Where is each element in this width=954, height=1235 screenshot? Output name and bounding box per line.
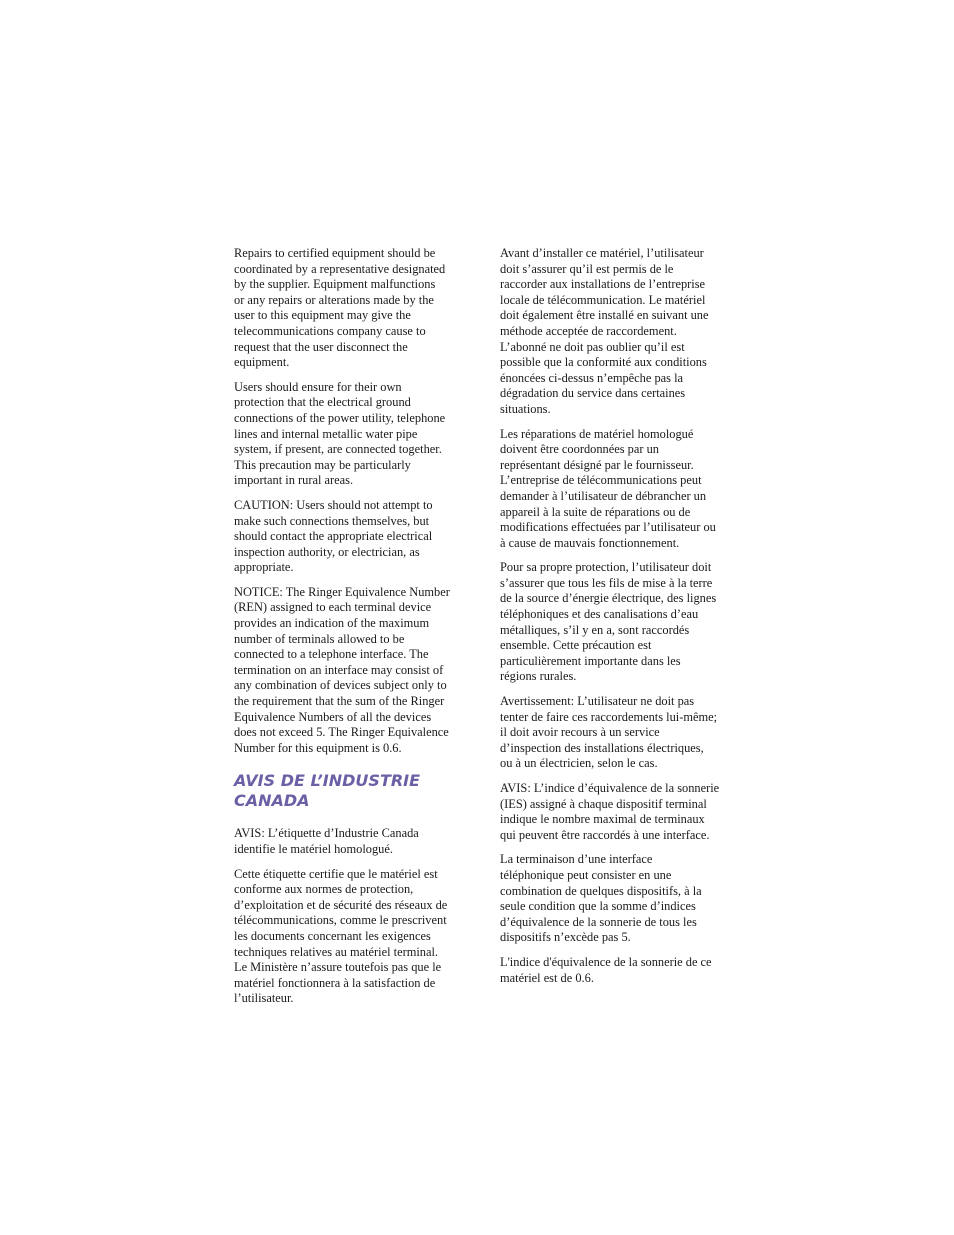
paragraph-caution: CAUTION: Users should not attempt to make such connections themselves, but should contact the appropriate electrical inspection authority, or electrician, as appropriate. (234, 497, 433, 575)
paragraph-certification: Cette étiquette certifie que le matériel est conforme aux normes de protection, d’exploitation et de sécurité des réseaux de télécommunications, comme le prescrivent les documents concernant les exigences techniques relatives au matériel terminal. Le Ministère n’assure toutefois pas que le matériel fonctionnera à la satisfaction de l’utilisateur. (234, 866, 448, 1006)
paragraph-avis-ies: AVIS: L’indice d’équivalence de la sonnerie (IES) assigné à chaque dispositif terminal indique le nombre maximal de terminaux qui peuvent être raccordés à une interface. (500, 781, 720, 842)
paragraph-repairs: Repairs to certified equipment should be coordinated by a representative designated by the supplier. Equipment malfunctions or any repairs or alterations made by the user to this equipment may give the telecommunications company cause to request that the user disconnect the equipment. (234, 246, 446, 370)
paragraph-protection: Pour sa propre protection, l’utilisateur doit s’assurer que tous les fils de mise à la terre de la source d’énergie électrique, des lignes téléphoniques et des canalisations d’eau métalliques, s’il y en a, sont raccordés ensemble. Cette précaution est particulièrement importante dans les régions rurales. (500, 560, 717, 684)
right-column (500, 246, 740, 995)
paragraph-reparations: Les réparations de matériel homologué doivent être coordonnées par un représentant désigné par le fournisseur. L’entreprise de télécommunications peut demander à l’utilisateur de débrancher un appareil à la suite de réparations ou de modifications effectuées par l’utilisateur ou à cause de mauvais fonctionnement. (500, 426, 716, 550)
paragraph-avis-label: AVIS: L’étiquette d’Industrie Canada identifie le matériel homologué. (234, 826, 419, 856)
section-heading-industry-canada: AVIS DE L’INDUSTRIE CANADA (234, 771, 421, 811)
paragraph-ground-protection: Users should ensure for their own protection that the electrical ground connections of the power utility, telephone lines and internal metallic water pipe system, if present, are connected together. This precaution may be particularly important in rural areas. (234, 379, 446, 488)
left-column (234, 246, 474, 1016)
paragraph-avant-installer: Avant d’installer ce matériel, l’utilisateur doit s’assurer qu’il est permis de le raccorder aux installations de l’entreprise locale de télécommunication. Le matériel doit également être installé en suivant une méthode acceptée de raccordement. L’abonné ne doit pas oublier qu’il est possible que la conformité aux conditions énoncées ci-dessus n’empêche pas la dégradation du service dans certaines situations. (500, 246, 709, 416)
paragraph-indice: L'indice d'équivalence de la sonnerie de ce matériel est de 0.6. (500, 954, 712, 985)
paragraph-ren-notice: NOTICE: The Ringer Equivalence Number (REN) assigned to each terminal device provides an indication of the maximum number of terminals allowed to be connected to a telephone interface. The termination on an interface may consist of any combination of devices subject only to the requirement that the sum of the Ringer Equivalence Numbers of all the devices does not exceed 5. The Ringer Equivalence Number for this equipment is 0.6. (234, 584, 450, 755)
paragraph-terminaison: La terminaison d’une interface téléphonique peut consister en une combination de quelques dispositifs, à la seule condition que la somme d’indices d’équivalence de la sonnerie de tous les dispositifs n’excède pas 5. (500, 852, 702, 945)
paragraph-avertissement: Avertissement: L’utilisateur ne doit pas tenter de faire ces raccordements lui-même; il doit avoir recours à un service d’inspection des installations électriques, ou à un électricien, selon le cas. (500, 694, 718, 771)
